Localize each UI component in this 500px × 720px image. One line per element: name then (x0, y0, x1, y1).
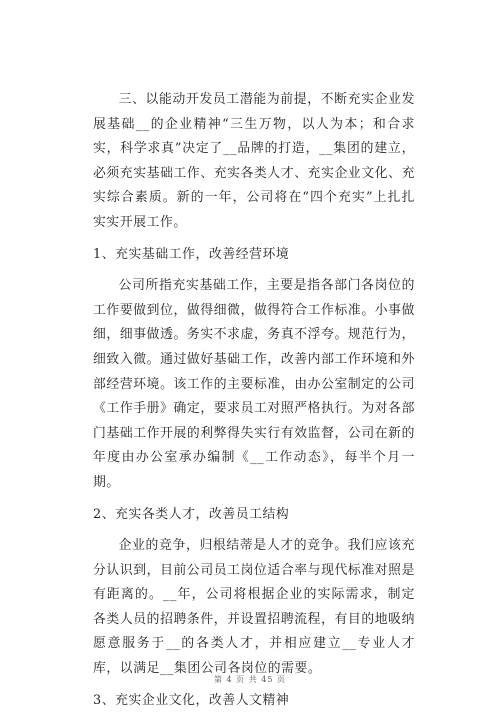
heading-item-3: 3、充实企业文化，改善人文精神 (93, 692, 290, 708)
paragraph-item-1-body: 公司所指充实基础工作，主要是指各部门各岗位的工作要做到位，做得细微，做得符合工作标准。小事做细，细事做透。务实不求虚，务真不浮夸。规范行为，细致入微。通过做好基础工作，改善内部工作环境和外部经营环境。该工作的主要标准，由办公室制定的公司《工作手册》确定，要求员工对照严格执行。为对各部门基础工作开展的利弊得失实行有效监督，公司在新的年度由办公室承办编制《__工作动态》，每半个月一期。 (93, 278, 415, 490)
heading-item-2: 2、充实各类人才，改善员工结构 (93, 506, 290, 522)
document-body (93, 88, 415, 720)
paragraph-item-2-body: 企业的竞争，归根结蒂是人才的竞争。我们应该充分认识到，目前公司员工岗位适合率与现代标准对照是有距离的。__年，公司将根据企业的实际需求，制定各类人员的招聘条件，并设置招聘流程，有目的地吸纳愿意服务于__的各类人才，并相应建立__专业人才库，以满足__集团公司各岗位的需要。 (93, 538, 415, 677)
heading-item-1: 1、充实基础工作，改善经营环境 (93, 246, 290, 262)
page-number-footer: 第 4 页 共 45 页 (214, 675, 286, 684)
paragraph-section-three-intro: 三、以能动开发员工潜能为前提，不断充实企业发展基础__的企业精神“三生万物，以人为本；和合求实，科学求真”决定了__品牌的打造，__集团的建立，必须充实基础工作、充实各类人才、充实企业文化、充实综合素质。新的一年，公司将在“四个充实”上扎扎实实开展工作。 (93, 92, 415, 230)
